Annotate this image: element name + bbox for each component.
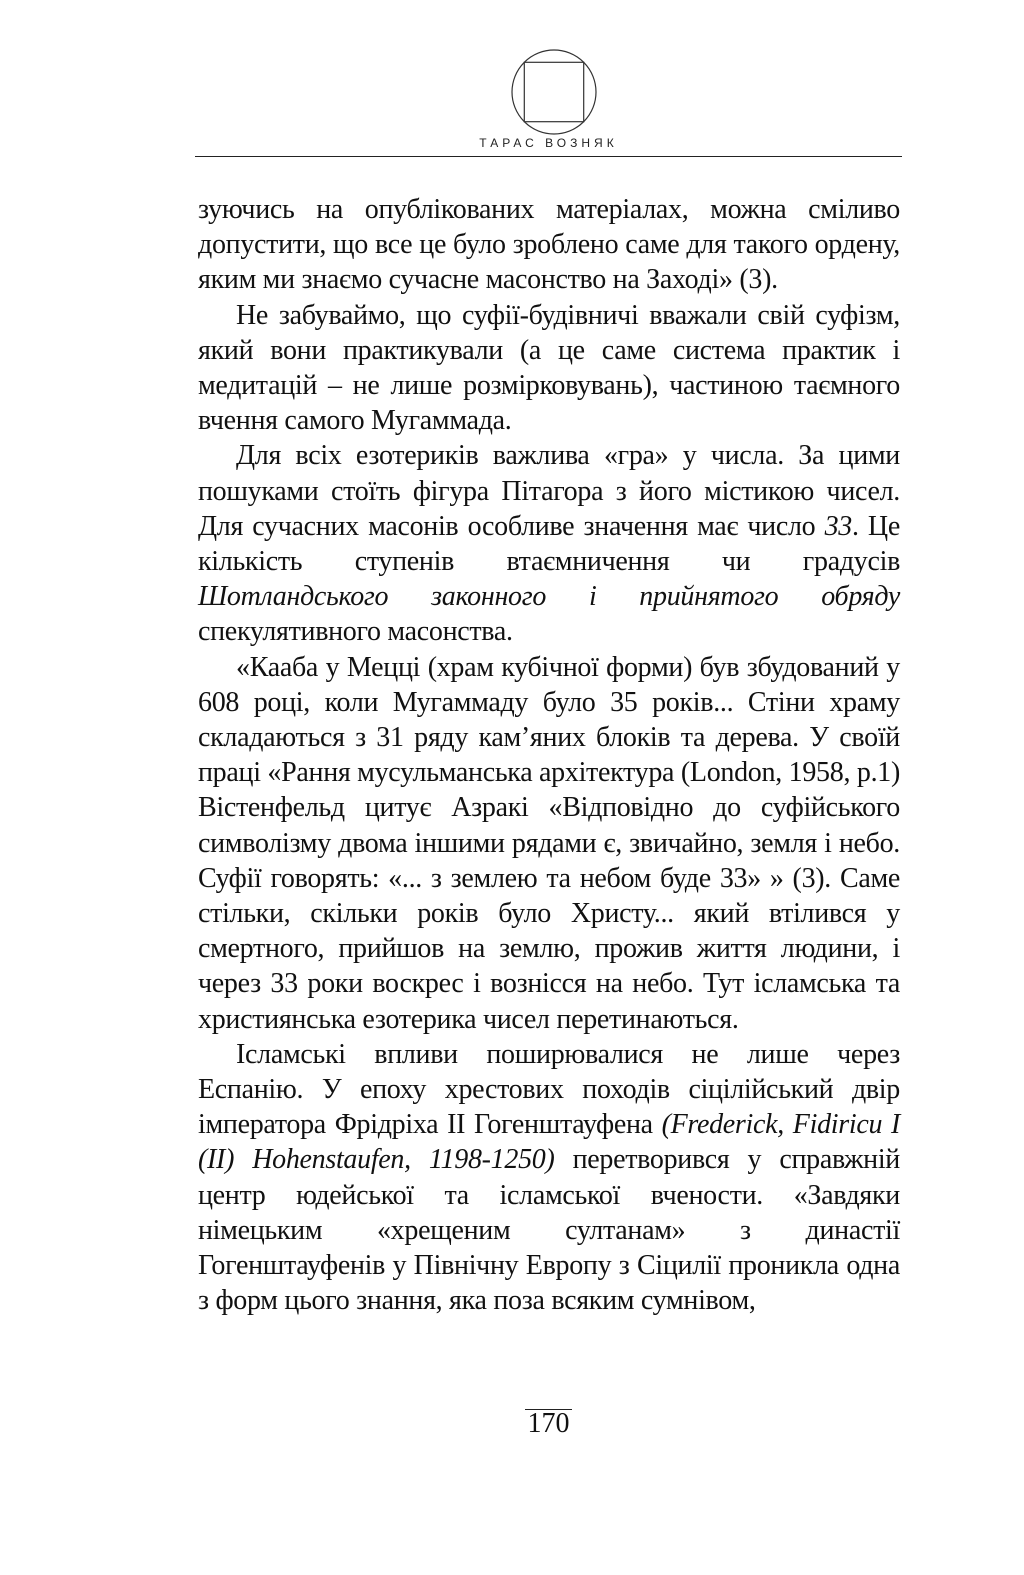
text-run: перетворився у справжній центр юдейської та ісламської вчености. «Завдяки німецьким «хрещеним султанам» з династії Гогенштауфенів у Північну Европу з Сіцилії проникла одна з форм цього знання, яка поза всяким сумнівом, <box>198 1144 900 1317</box>
italic-text: Шотландського законного і прийнятого обряду <box>198 581 900 613</box>
text-run: «Кааба у Мецці (храм кубічної форми) був збудований у 608 році, коли Мугаммаду було 35 років... Стіни храму складаються з 31 ряду кам’яних блоків та дерева. У своїй праці «Рання мусульманська архітектура (London, 1958, p.1) Вістенфельд цитує Азракі «Відповідно до суфійського символізму двома іншими рядами є, звичайно, земля і небо. Суфії говорять: «... з землею та небом буде 33» » (3). Саме стільки, скільки років було Христу... який втілився у смертного, прийшов на землю, прожив життя людини, і через 33 роки воскрес і вознісся на небо. Тут ісламська та християнська езотерика чисел перетинаються. <box>198 651 900 1035</box>
circle-square-emblem-icon <box>510 48 598 136</box>
text-run: Для всіх езотериків важлива «гра» у числа. За цими пошуками стоїть фігура Пітагора з його містикою чисел. Для сучасних масонів особливе значення має число <box>198 440 900 542</box>
paragraph <box>198 650 900 1037</box>
paragraph <box>198 298 900 439</box>
italic-text: (Frederick, Fidiricu I (II) Hohenstaufen, 1198-1250) <box>198 1109 900 1176</box>
body-text <box>198 192 900 1319</box>
paragraph <box>198 438 900 649</box>
text-run: . Це кількість ступенів втаємничення чи градусів <box>198 510 900 578</box>
text-run: спекулятивного масонства. <box>198 616 513 648</box>
text-run: Ісламські впливи поширювалися не лише через Еспанію. У епоху хрестових походів сіцілійський двір імператора Фрідріха II Гогенштауфена <box>198 1038 900 1141</box>
header-rule <box>195 156 902 157</box>
paragraph <box>198 1037 900 1319</box>
text-run: зуючись на опублікованих матеріалах, можна сміливо допустити, що все це було зроблено саме для такого ордену, яким ми знаємо сучасне масонство на Заході» (3). <box>198 194 900 296</box>
italic-text: 33 <box>824 510 852 542</box>
paragraph <box>198 192 900 298</box>
text-run: Не забуваймо, що суфії-будівничі вважали свій суфізм, який вони практикували (а це саме система практик і медитацій – не лише розмірковувань), частиною таємного вчення самого Мугаммада. <box>198 299 900 437</box>
running-header-author: ТАРАС ВОЗНЯК <box>479 136 618 150</box>
page-number: 170 <box>527 1408 570 1439</box>
